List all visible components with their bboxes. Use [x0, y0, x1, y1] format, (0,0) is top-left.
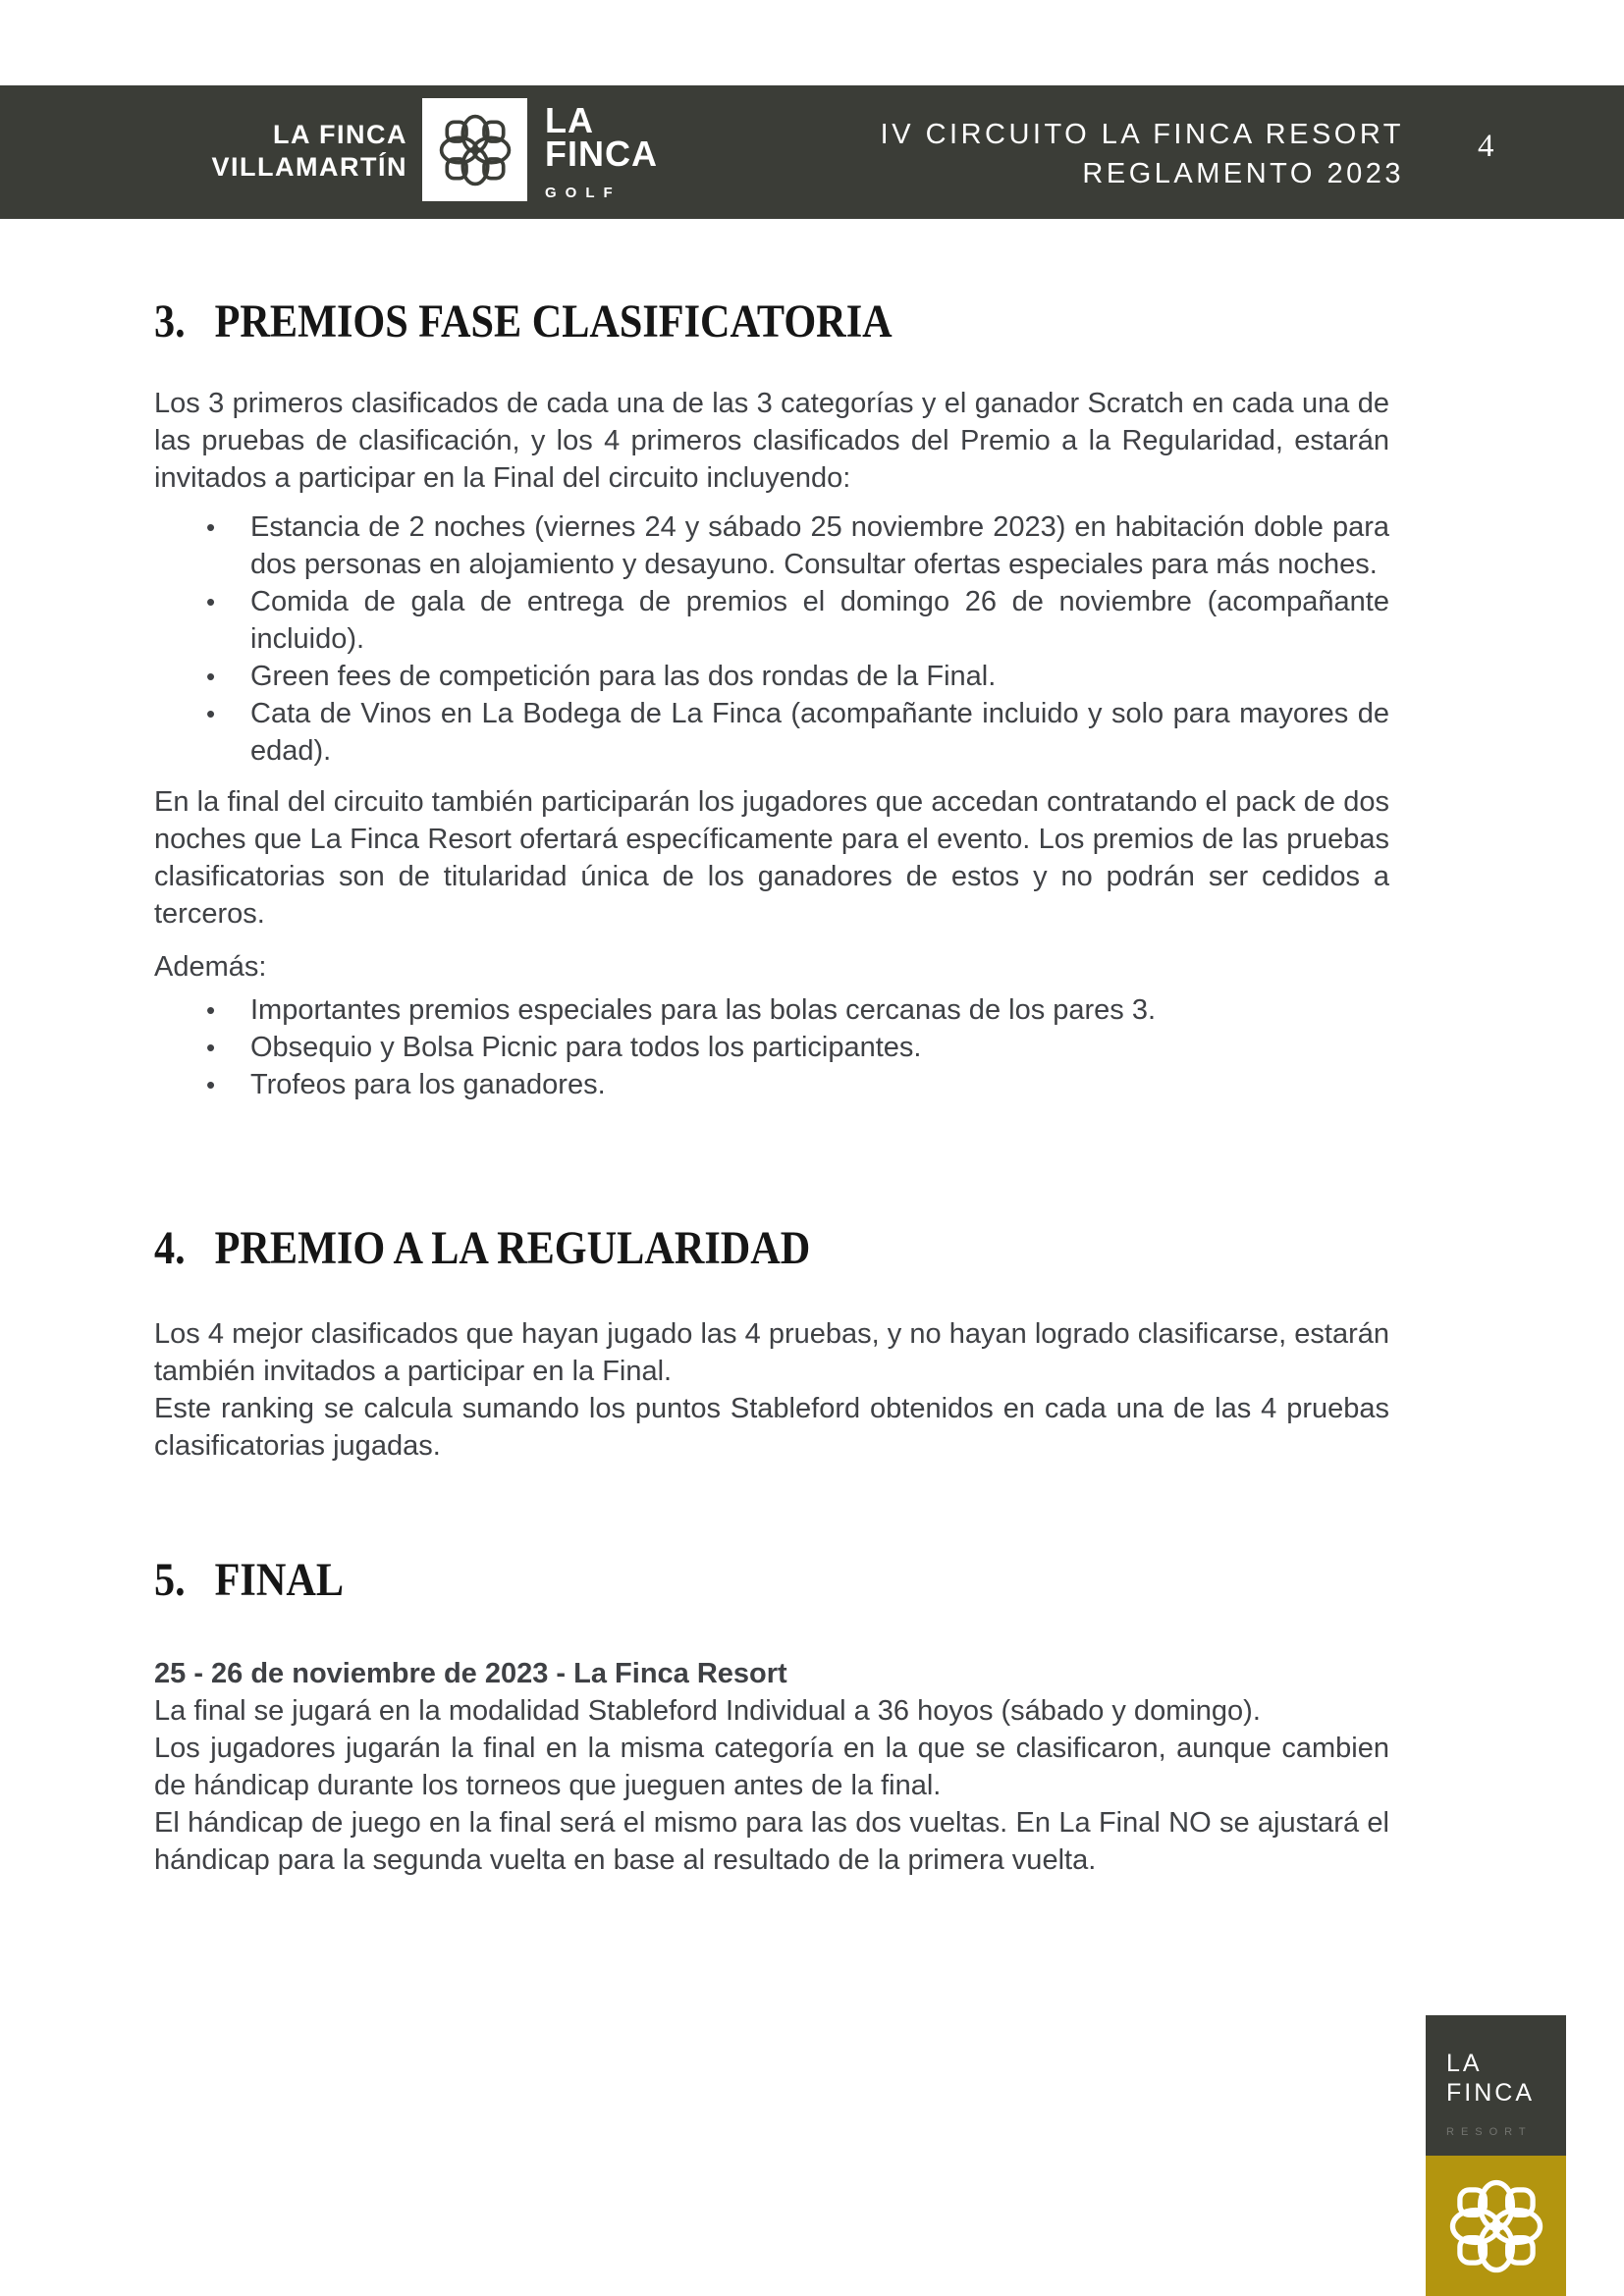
document-title-line2: REGLAMENTO 2023 [1082, 158, 1404, 189]
list-item [154, 583, 1389, 658]
footer-brand-sub: RESORT [1446, 2126, 1533, 2138]
brand-villamartin-line2: VILLAMARTÍN [211, 152, 407, 182]
footer-la-finca-resort-logo [1426, 2015, 1566, 2156]
list-item-text: Cata de Vinos en La Bodega de La Finca (acompañante incluido y solo para mayores de edad). [250, 698, 1389, 767]
section-5-number: 5. [154, 1554, 186, 1606]
list-item-text: Importantes premios especiales para las bolas cercanas de los pares 3. [250, 994, 1157, 1026]
page-header [0, 85, 1624, 219]
section-3-heading [154, 294, 1389, 349]
la-finca-golf-logo-box [422, 98, 527, 201]
ademas-label: Además: [154, 951, 267, 983]
document-title-line1: IV CIRCUITO LA FINCA RESORT [880, 119, 1404, 150]
footer-brand-line1: LA [1446, 2050, 1483, 2077]
benefits-list [154, 508, 1389, 770]
list-item-text: Green fees de competición para las dos rondas de la Final. [250, 661, 997, 692]
section-premio-regularidad [154, 1221, 1389, 1465]
brand-villamartin [118, 119, 407, 184]
section-4-heading [154, 1221, 1389, 1276]
list-item-text: Comida de gala de entrega de premios el domingo 26 de noviembre (acompañante incluido). [250, 586, 1389, 655]
paragraph: En la final del circuito también participarán los jugadores que accedan contratando el pack de dos noches que La Finca Resort ofertará específicamente para el evento. Los premios de las pruebas clasificatorias son de titularidad única de los ganadores de estos y no podrán ser cedidos a terceros. [154, 786, 1389, 930]
paragraph: Los 3 primeros clasificados de cada una de las 3 categorías y el ganador Scratch en cada una de las pruebas de clasificación, y los 4 primeros clasificados del Premio a la Regularidad, estarán invitados a participar en la Final del circuito incluyendo: [154, 388, 1389, 494]
footer-brand-block [1426, 2015, 1566, 2296]
bullet-icon: • [206, 699, 216, 728]
paragraph: El hándicap de juego en la final será el mismo para las dos vueltas. En La Final NO se ajustará el hándicap para la segunda vuelta en base al resultado de la primera vuelta. [154, 1807, 1389, 1876]
paragraph: Este ranking se calcula sumando los puntos Stableford obtenidos en cada una de las 4 pruebas clasificatorias jugadas. [154, 1393, 1389, 1462]
list-item [154, 991, 1389, 1029]
page-number: 4 [1478, 129, 1494, 164]
bullet-icon: • [206, 587, 216, 616]
section-final [154, 1553, 1389, 1879]
paragraph: La final se jugará en la modalidad Stableford Individual a 36 hoyos (sábado y domingo). [154, 1695, 1261, 1727]
list-item [154, 1066, 1389, 1103]
section-5-heading [154, 1553, 1389, 1608]
bullet-icon: • [206, 1033, 216, 1062]
bullet-icon: • [206, 995, 216, 1025]
document-body [154, 294, 1389, 1879]
final-date-line: 25 - 26 de noviembre de 2023 - La Finca Resort [154, 1658, 787, 1689]
list-item [154, 1029, 1389, 1066]
brand-la-finca-line2: FINCA [545, 133, 658, 174]
list-item-text: Trofeos para los ganadores. [250, 1069, 606, 1100]
la-finca-flower-icon [435, 110, 515, 190]
brand-la-finca-golf-label: GOLF [545, 185, 622, 201]
section-5-title: FINAL [214, 1554, 345, 1606]
brand-la-finca-line1: LA [545, 100, 594, 140]
paragraph: Los jugadores jugarán la final en la misma categoría en la que se clasificaron, aunque cambien de hándicap durante los torneos que jueguen antes de la final. [154, 1733, 1389, 1801]
list-item [154, 508, 1389, 583]
section-3-title: PREMIOS FASE CLASIFICATORIA [214, 295, 893, 347]
bullet-icon: • [206, 1070, 216, 1099]
list-item-text: Estancia de 2 noches (viernes 24 y sábado 25 noviembre 2023) en habitación doble para dos personas en alojamiento y desayuno. Consultar ofertas especiales para más noches. [250, 511, 1389, 580]
section-3-number: 3. [154, 295, 186, 347]
paragraph: Los 4 mejor clasificados que hayan jugado las 4 pruebas, y no hayan logrado clasificarse, estarán también invitados a participar en la Final. [154, 1318, 1389, 1387]
document-title [881, 115, 1404, 193]
brand-villamartin-line1: LA FINCA [273, 120, 407, 149]
section-4-title: PREMIO A LA REGULARIDAD [214, 1222, 811, 1274]
bullet-icon: • [206, 662, 216, 691]
la-finca-flower-icon [1444, 2174, 1548, 2278]
bullet-icon: • [206, 512, 216, 542]
extras-list [154, 991, 1389, 1103]
brand-la-finca-golf [545, 100, 658, 210]
list-item [154, 695, 1389, 770]
section-4-number: 4. [154, 1222, 186, 1274]
section-premios-fase-clasificatoria [154, 294, 1389, 1103]
footer-gold-logo-box [1426, 2156, 1566, 2296]
list-item [154, 658, 1389, 695]
footer-brand-line2: FINCA [1446, 2079, 1535, 2107]
list-item-text: Obsequio y Bolsa Picnic para todos los participantes. [250, 1032, 922, 1063]
